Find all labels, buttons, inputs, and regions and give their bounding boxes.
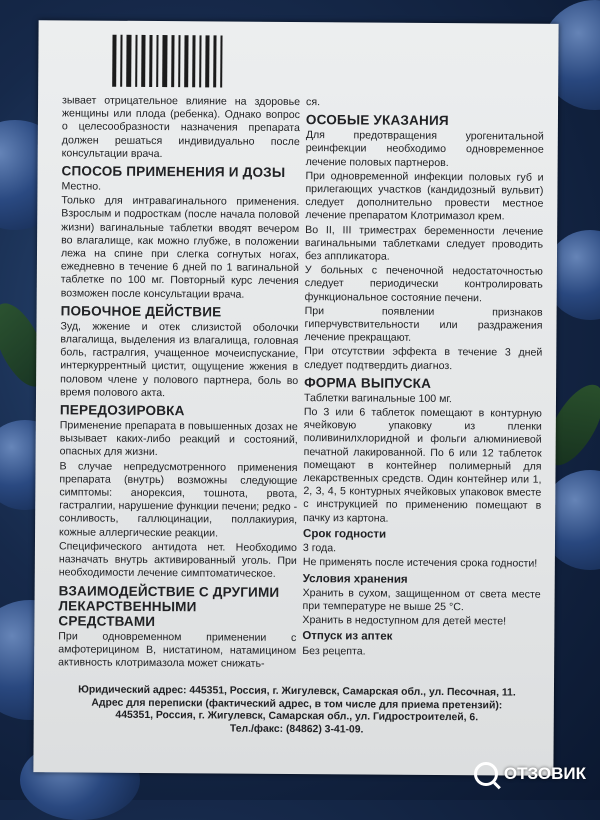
watermark-text: ОТЗОВИК (503, 764, 586, 783)
paragraph: Не применять после истечения срока годности! (302, 556, 538, 570)
subheading-storage: Условия хранения (302, 572, 408, 586)
otzovik-watermark (474, 762, 586, 786)
footer-line: Юридический адрес: 445351, Россия, г. Жигулевск, Самарская обл., ул. Песочная, 11. (78, 684, 516, 699)
section-heading-usage: СПОСОБ ПРИМЕНЕНИЯ И ДОЗЫ (61, 163, 286, 180)
paragraph: Таблетки вагинальные 100 мг. (303, 391, 452, 405)
manufacturer-address (62, 684, 532, 738)
paragraph: По 3 или 6 таблеток помещают в контурную ячейковую упаковку из пленки поливинилхлоридной и фольги алюминиевой печатной лакированной. По 6 или 12 таблеток помещают в контейнер полимерный для лекарственных средств. Один контейнер или 1, 2, 3, 4, 5 контурных ячейковых упаковок вместе с инструкцией по применению помещают в пачку из картона. (303, 406, 542, 525)
left-column (58, 94, 300, 672)
barcode (112, 35, 252, 88)
section-heading-side-effects: ПОБОЧНОЕ ДЕЙСТВИЕ (60, 303, 222, 320)
paragraph: У больных с печеночной недостаточностью следует периодически контролировать функциональное состояние печени. (304, 264, 543, 304)
paragraph: При одновременной инфекции половых губ и прилегающих участков (кандидозный вульвит) следует дополнительно провести местное лечение препаратом Клотримазол крем. (305, 169, 544, 223)
footer-line: 445351, Россия, г. Жигулевск, Самарская обл., ул. Гидростроителей, 6. (115, 709, 479, 724)
paragraph: зывает отрицательное влияние на здоровье женщины или плода (ребенка). Однако вопрос о целесообразности назначения препарата должен решаться индивидуально после консультации врача. (61, 94, 301, 160)
paragraph: Только для интравагинального применения. Взрослым и подросткам (после начала половой жизни) вагинальные таблетки вводят вечером во влагалище, как можно глубже, в положении лежа на спине при слегка согнутых ногах, ежедневно в течение 6 дней по 1 вагинальной таблетке по 100 мг. Повторный курс лечения возможен после консультации врача. (60, 194, 300, 301)
paragraph: Во II, III триместрах беременности лечение вагинальными таблетками следует проводить без аппликатора. (304, 223, 544, 263)
instruction-leaflet (33, 20, 558, 776)
right-column (302, 96, 544, 660)
paragraph: Зуд, жжение и отек слизистой оболочки влагалища, выделения из влагалища, головная боль, гастралгия, учащенное мочеиспускание, интеркуррентный цистит, ощущение жжения в половом члене у полового партнера, боль во время полового акта. (59, 320, 299, 399)
paragraph: В случае непредусмотренного применения препарата (внутрь) возможны следующие симптомы: анорексия, тошнота, рвота, гастралгии, нарушение функции печени; редко - сонливость, галлюцинации, поллакиурия, кожные аллергические реакции. (59, 460, 298, 540)
paragraph: При отсутствии эффекта в течение 3 дней следует подтвердить диагноз. (304, 345, 543, 372)
section-heading-special: ОСОБЫЕ УКАЗАНИЯ (305, 112, 449, 129)
paragraph: Без рецепта. (302, 644, 366, 658)
paragraph: Местно. (61, 180, 102, 193)
paragraph: При одновременном применении с амфотерицином В, нистатином, натамицином активность клотримазола может снижать- (58, 629, 297, 670)
paragraph: Специфического антидота нет. Необходимо назначать внутрь активированный уголь. При необходимости лечение симптоматическое. (58, 540, 297, 581)
paragraph: Для предотвращения урогенитальной реинфекции необходимо одновременное лечение половых партнеров. (305, 129, 544, 169)
subheading-shelf-life: Срок годности (303, 527, 387, 541)
section-heading-interactions: ВЗАИМОДЕЙСТВИЕ С ДРУГИМИ ЛЕКАРСТВЕННЫМИ СРЕДСТВАМИ (58, 582, 280, 629)
subheading-dispensing: Отпуск из аптек (302, 630, 393, 643)
paragraph: При появлении признаков гиперчувствительности или раздражения лечение прекращают. (304, 304, 543, 345)
paragraph: 3 года. (302, 542, 337, 555)
paragraph: Применение препарата в повышенных дозах не вызывает каких-либо реакций и состояний, опасных для жизни. (59, 419, 298, 459)
footer-line: Тел./факс: (84862) 3-41-09. (229, 723, 364, 736)
paragraph: ся. (306, 96, 321, 109)
section-heading-form: ФОРМА ВЫПУСКА (304, 374, 432, 391)
paragraph: Хранить в недоступном для детей месте! (302, 614, 507, 628)
section-heading-overdose: ПЕРЕДОЗИРОВКА (59, 402, 185, 419)
paragraph: Хранить в сухом, защищенном от света месте при температуре не выше 25 °С. (302, 586, 541, 614)
footer-line: Адрес для переписки (фактический адрес, в том числе для приема претензий): (91, 697, 503, 712)
magnifier-logo-icon (474, 762, 498, 786)
